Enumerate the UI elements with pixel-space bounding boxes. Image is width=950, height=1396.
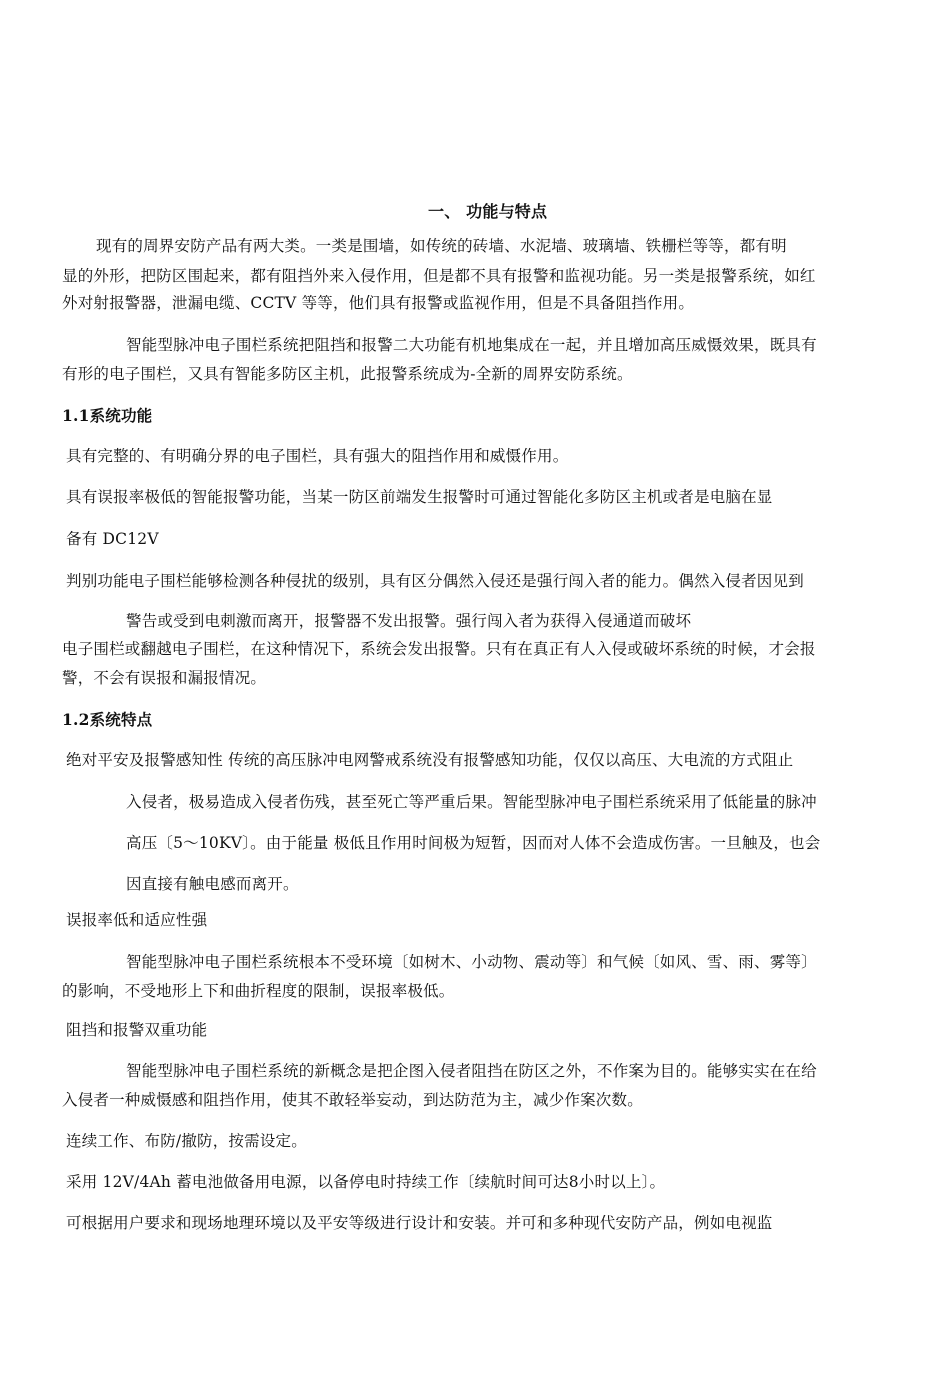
section-1-2-line: 入侵者，极易造成入侵者伤残，甚至死亡等严重后果。智能型脉冲电子围栏系统采用了低能量的脉冲 — [126, 793, 817, 811]
section-1-2-line: 智能型脉冲电子围栏系统的新概念是把企图入侵者阻挡在防区之外，不作案为目的。能够实实在在给 — [126, 1062, 817, 1080]
section-1-1-line: 警，不会有误报和漏报情况。 — [62, 669, 267, 687]
intro-paragraph-1-line: 外对射报警器，泄漏电缆、CCTV 等等，他们具有报警或监视作用，但是不具备阻挡作用。 — [62, 294, 695, 312]
intro-paragraph-2-line: 智能型脉冲电子围栏系统把阻挡和报警二大功能有机地集成在一起，并且增加高压威慑效果，既具有 — [126, 336, 817, 354]
section-1-2-line: 的影响，不受地形上下和曲折程度的限制，误报率极低。 — [62, 982, 455, 1000]
section-1-2-line: 采用 12V/4Ah 蓄电池做备用电源，以备停电时持续工作〔续航时间可达8小时以上〕。 — [66, 1173, 666, 1191]
section-1-2-line: 可根据用户要求和现场地理环境以及平安等级进行设计和安装。并可和多种现代安防产品，例如电视监 — [66, 1214, 773, 1232]
intro-paragraph-2-line: 有形的电子围栏，又具有智能多防区主机，此报警系统成为-全新的周界安防系统。 — [62, 365, 633, 383]
intro-paragraph-1-line: 显的外形，把防区围起来，都有阻挡外来入侵作用，但是都不具有报警和监视功能。另一类是报警系统，如红 — [62, 267, 816, 285]
section-1-2-line: 因直接有触电感而离开。 — [126, 875, 299, 893]
section-1-1-line: 判别功能电子围栏能够检测各种侵扰的级别，具有区分偶然入侵还是强行闯入者的能力。偶然入侵者因见到 — [66, 572, 804, 590]
section-1-2-line: 高压〔5～10KV〕。由于能量 极低且作用时间极为短暂，因而对人体不会造成伤害。一旦触及，也会 — [126, 834, 821, 852]
section-1-2-subheading: 误报率低和适应性强 — [66, 911, 208, 929]
section-1-2-line: 入侵者一种威慑感和阻挡作用，使其不敢轻举妄动，到达防范为主，减少作案次数。 — [62, 1091, 643, 1109]
section-1-2-line: 连续工作、布防/撤防，按需设定。 — [66, 1132, 307, 1150]
section-1-1-line: 具有完整的、有明确分界的电子围栏，具有强大的阻挡作用和威慑作用。 — [66, 447, 569, 465]
section-title: 一、 功能与特点 — [428, 202, 548, 221]
section-1-2-subheading: 阻挡和报警双重功能 — [66, 1021, 208, 1039]
intro-paragraph-1-line: 现有的周界安防产品有两大类。一类是围墙，如传统的砖墙、水泥墙、玻璃墙、铁栅栏等等，都有明 — [96, 237, 787, 255]
section-1-1-line: 具有误报率极低的智能报警功能，当某一防区前端发生报警时可通过智能化多防区主机或者是电脑在显 — [66, 488, 773, 506]
section-1-1-line: 警告或受到电刺激而离开，报警器不发出报警。强行闯入者为获得入侵通道而破坏 — [126, 612, 692, 630]
section-1-2-line: 绝对平安及报警感知性 传统的高压脉冲电网警戒系统没有报警感知功能，仅仅以高压、大电流的方式阻止 — [66, 751, 794, 769]
section-1-1-line: 电子围栏或翻越电子围栏，在这种情况下，系统会发出报警。只有在真正有人入侵或破坏系统的时候，才会报 — [62, 640, 816, 658]
section-1-1-heading: 1.1系统功能 — [62, 406, 153, 425]
section-1-1-line: 备有 DC12V — [66, 530, 159, 548]
section-1-2-heading: 1.2系统特点 — [62, 710, 153, 729]
section-1-2-line: 智能型脉冲电子围栏系统根本不受环境〔如树木、小动物、震动等〕和气候〔如风、雪、雨、雾等〕 — [126, 953, 817, 971]
